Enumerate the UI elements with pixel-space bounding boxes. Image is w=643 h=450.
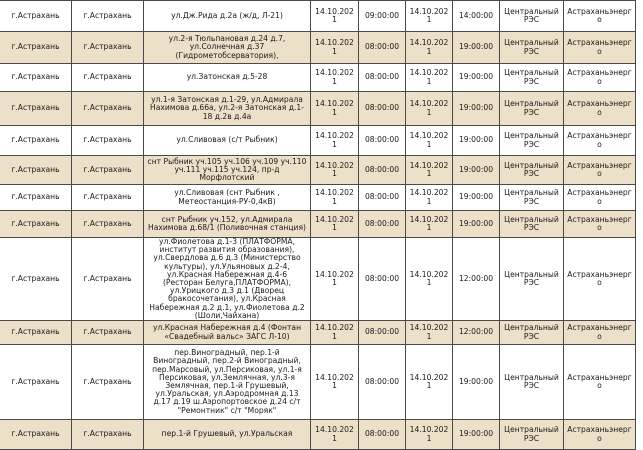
end-date-cell: 14.10.2021 <box>406 1 453 32</box>
res-cell: Центральный РЭС <box>500 345 564 420</box>
table-row <box>0 156 636 185</box>
start-date-cell: 14.10.2021 <box>311 32 359 64</box>
start-date-cell: 14.10.2021 <box>311 345 359 420</box>
address-cell: пер.Виноградный, пер.1-й Виноградный, пер.2-й Виноградный, пер.Марсовый, ул.Персиковая, ул.1-я Персиковая, ул.Землячная, ул.3-я Землячная, пер.1-й Грушевый, ул.Уральская, ул.Аэродромная д.13 д.17 д.19 ш.Аэропортовское д.24 с/т "Ремонтник" с/т "Моряк" <box>144 345 311 420</box>
district-cell: г.Астрахань <box>0 64 72 92</box>
start-date-cell: 14.10.2021 <box>311 238 359 321</box>
end-time-cell: 19:00:00 <box>453 211 500 238</box>
locality-cell: г.Астрахань <box>72 321 144 345</box>
table-row <box>0 420 636 450</box>
district-cell: г.Астрахань <box>0 420 72 450</box>
res-cell: Центральный РЭС <box>500 420 564 450</box>
start-time-cell: 08:00:00 <box>359 321 406 345</box>
end-time-cell: 12:00:00 <box>453 238 500 321</box>
end-date-cell: 14.10.2021 <box>406 238 453 321</box>
table-row <box>0 92 636 126</box>
table-row <box>0 1 636 32</box>
locality-cell: г.Астрахань <box>72 156 144 185</box>
company-cell: Астраханьэнерго <box>564 92 636 126</box>
start-date-cell: 14.10.2021 <box>311 420 359 450</box>
locality-cell: г.Астрахань <box>72 185 144 211</box>
start-time-cell: 08:00:00 <box>359 32 406 64</box>
end-date-cell: 14.10.2021 <box>406 32 453 64</box>
company-cell: Астраханьэнерго <box>564 238 636 321</box>
address-cell: ул.Красная Набережная д.4 (Фонтан «Свадебный вальс» ЗАГС Л-10) <box>144 321 311 345</box>
end-time-cell: 19:00:00 <box>453 345 500 420</box>
locality-cell: г.Астрахань <box>72 211 144 238</box>
start-date-cell: 14.10.2021 <box>311 126 359 156</box>
start-date-cell: 14.10.2021 <box>311 321 359 345</box>
end-date-cell: 14.10.2021 <box>406 211 453 238</box>
district-cell: г.Астрахань <box>0 1 72 32</box>
table-row <box>0 32 636 64</box>
start-time-cell: 08:00:00 <box>359 92 406 126</box>
company-cell: Астраханьэнерго <box>564 1 636 32</box>
start-date-cell: 14.10.2021 <box>311 185 359 211</box>
table-body <box>0 1 636 450</box>
end-time-cell: 19:00:00 <box>453 92 500 126</box>
res-cell: Центральный РЭС <box>500 321 564 345</box>
res-cell: Центральный РЭС <box>500 211 564 238</box>
district-cell: г.Астрахань <box>0 238 72 321</box>
start-time-cell: 08:00:00 <box>359 126 406 156</box>
company-cell: Астраханьэнерго <box>564 321 636 345</box>
res-cell: Центральный РЭС <box>500 238 564 321</box>
company-cell: Астраханьэнерго <box>564 64 636 92</box>
table-row <box>0 126 636 156</box>
start-date-cell: 14.10.2021 <box>311 92 359 126</box>
district-cell: г.Астрахань <box>0 211 72 238</box>
district-cell: г.Астрахань <box>0 321 72 345</box>
end-time-cell: 19:00:00 <box>453 32 500 64</box>
locality-cell: г.Астрахань <box>72 92 144 126</box>
res-cell: Центральный РЭС <box>500 185 564 211</box>
address-cell: ул.Сливовая (с/т Рыбник) <box>144 126 311 156</box>
locality-cell: г.Астрахань <box>72 345 144 420</box>
locality-cell: г.Астрахань <box>72 420 144 450</box>
address-cell: ул.1-я Затонская д.1-29, ул.Адмирала Нахимова д.66а, ул.2-я Затонская д.1-18 д.2в д.4а <box>144 92 311 126</box>
end-time-cell: 19:00:00 <box>453 420 500 450</box>
company-cell: Астраханьэнерго <box>564 345 636 420</box>
end-date-cell: 14.10.2021 <box>406 420 453 450</box>
res-cell: Центральный РЭС <box>500 32 564 64</box>
company-cell: Астраханьэнерго <box>564 156 636 185</box>
start-date-cell: 14.10.2021 <box>311 211 359 238</box>
end-time-cell: 19:00:00 <box>453 126 500 156</box>
res-cell: Центральный РЭС <box>500 156 564 185</box>
table-row <box>0 211 636 238</box>
end-date-cell: 14.10.2021 <box>406 345 453 420</box>
res-cell: Центральный РЭС <box>500 64 564 92</box>
start-time-cell: 08:00:00 <box>359 156 406 185</box>
end-time-cell: 14:00:00 <box>453 1 500 32</box>
end-time-cell: 19:00:00 <box>453 156 500 185</box>
start-time-cell: 09:00:00 <box>359 1 406 32</box>
table-row <box>0 238 636 321</box>
district-cell: г.Астрахань <box>0 156 72 185</box>
locality-cell: г.Астрахань <box>72 238 144 321</box>
end-date-cell: 14.10.2021 <box>406 126 453 156</box>
start-date-cell: 14.10.2021 <box>311 156 359 185</box>
locality-cell: г.Астрахань <box>72 1 144 32</box>
start-time-cell: 08:00:00 <box>359 420 406 450</box>
address-cell: снт Рыбник уч.152, ул.Адмирала Нахимова д.68/1 (Поливочная станция) <box>144 211 311 238</box>
company-cell: Астраханьэнерго <box>564 32 636 64</box>
table-row <box>0 64 636 92</box>
address-cell: ул.2-я Тюльпановая д.24 д.7, ул.Солнечная д.37 (Гидрометобсерватория), <box>144 32 311 64</box>
company-cell: Астраханьэнерго <box>564 185 636 211</box>
start-time-cell: 08:00:00 <box>359 238 406 321</box>
company-cell: Астраханьэнерго <box>564 126 636 156</box>
district-cell: г.Астрахань <box>0 32 72 64</box>
end-time-cell: 12:00:00 <box>453 321 500 345</box>
address-cell: пер.1-й Грушевый, ул.Уральская <box>144 420 311 450</box>
start-time-cell: 08:00:00 <box>359 185 406 211</box>
end-date-cell: 14.10.2021 <box>406 92 453 126</box>
start-date-cell: 14.10.2021 <box>311 64 359 92</box>
end-date-cell: 14.10.2021 <box>406 185 453 211</box>
res-cell: Центральный РЭС <box>500 1 564 32</box>
start-date-cell: 14.10.2021 <box>311 1 359 32</box>
district-cell: г.Астрахань <box>0 126 72 156</box>
end-date-cell: 14.10.2021 <box>406 156 453 185</box>
district-cell: г.Астрахань <box>0 92 72 126</box>
locality-cell: г.Астрахань <box>72 32 144 64</box>
end-date-cell: 14.10.2021 <box>406 64 453 92</box>
address-cell: ул.Сливовая (снт Рыбник , Метеостанция-РУ-0,4кВ) <box>144 185 311 211</box>
address-cell: снт Рыбник уч.105 уч.106 уч.109 уч.110 уч.111 уч.115 уч.124, пр-д Морфлотский <box>144 156 311 185</box>
address-cell: ул.Дж.Рида д.2а (ж/д, Л-21) <box>144 1 311 32</box>
company-cell: Астраханьэнерго <box>564 420 636 450</box>
start-time-cell: 08:00:00 <box>359 211 406 238</box>
start-time-cell: 08:00:00 <box>359 345 406 420</box>
res-cell: Центральный РЭС <box>500 126 564 156</box>
res-cell: Центральный РЭС <box>500 92 564 126</box>
end-time-cell: 19:00:00 <box>453 185 500 211</box>
locality-cell: г.Астрахань <box>72 64 144 92</box>
locality-cell: г.Астрахань <box>72 126 144 156</box>
start-time-cell: 08:00:00 <box>359 64 406 92</box>
district-cell: г.Астрахань <box>0 185 72 211</box>
company-cell: Астраханьэнерго <box>564 211 636 238</box>
address-cell: ул.Затонская д.5-28 <box>144 64 311 92</box>
district-cell: г.Астрахань <box>0 345 72 420</box>
end-time-cell: 19:00:00 <box>453 64 500 92</box>
address-cell: ул.Фиолетова д.1-3 (ПЛАТФОРМА, институт развития образования), ул.Свердлова д.6 д.3 (Министерство культуры), ул.Ульяновых д.2-4, ул.Красная Набережная д.4-6 (Ресторан Белуга,ПЛАТФОРМА), ул.Урицкого д.3 д.1 (Дворец бракосочетания), ул.Красная Набережная д.2 д.1, ул.Фиолетова д.2 (Шоли,Чайхана) <box>144 238 311 321</box>
end-date-cell: 14.10.2021 <box>406 321 453 345</box>
table-row <box>0 321 636 345</box>
table-row <box>0 345 636 420</box>
table-row <box>0 185 636 211</box>
